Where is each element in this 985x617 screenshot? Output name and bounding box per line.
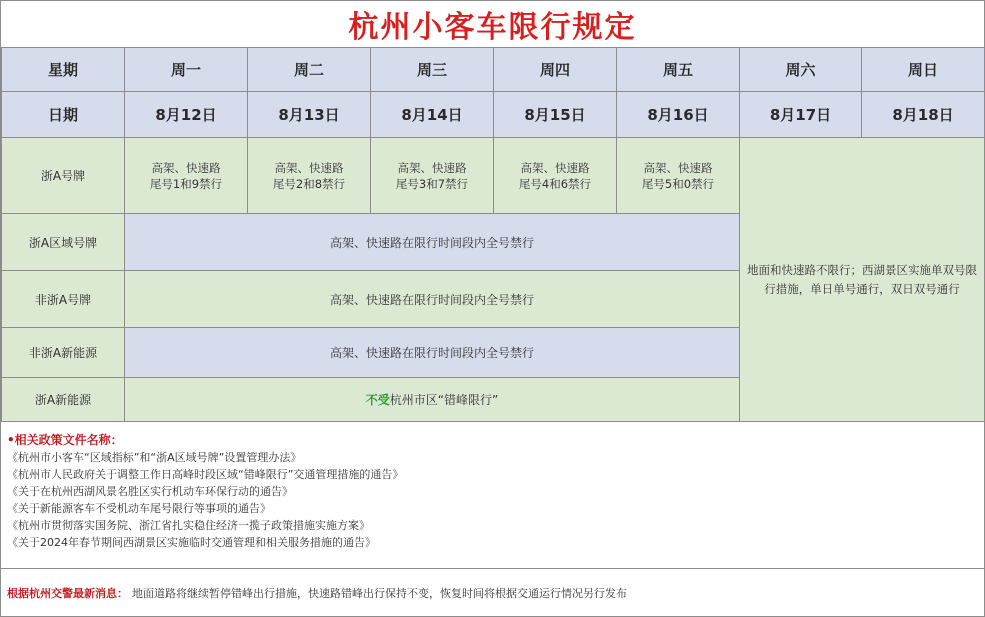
cell-line: 高架、快速路: [520, 160, 590, 175]
date-label: 日期: [2, 92, 125, 138]
cell-line: 尾号4和6禁行: [518, 176, 592, 191]
weekday-row: [2, 48, 985, 92]
cell-zhe-a-nev: [125, 378, 740, 422]
policy-docs-title: •相关政策文件名称：: [7, 433, 123, 447]
weekday-fri: 周五: [617, 48, 740, 92]
policy-doc-item: 《关于新能源客车不受机动车尾号限行等事项的通告》: [7, 502, 271, 515]
cell-non-zhe-a: 高架、快速路在限行时间段内全号禁行: [125, 271, 740, 328]
policy-doc-item: 《关于2024年春节期间西湖景区实施临时交通管理和相关服务措施的通告》: [7, 536, 376, 549]
row-label-zhe-a-region: 浙A区域号牌: [2, 214, 125, 271]
row-label-non-zhe-a: 非浙A号牌: [2, 271, 125, 328]
cell-line: 高架、快速路: [151, 160, 221, 175]
latest-news-label: 根据杭州交警最新消息：: [7, 587, 128, 600]
latest-news-text: 地面道路将继续暂停错峰出行措施，快速路错峰出行保持不变，恢复时间将根据交通运行情况另行发布: [132, 587, 627, 600]
cell-wed-zhe-a: [371, 138, 494, 214]
cell-line: 高架、快速路: [397, 160, 467, 175]
date-sat: 8月17日: [740, 92, 862, 138]
cell-line: 高架、快速路: [274, 160, 344, 175]
date-mon: 8月12日: [125, 92, 248, 138]
exempt-word: 不受: [365, 393, 390, 407]
weekday-sun: 周日: [862, 48, 985, 92]
cell-non-zhe-a-nev: 高架、快速路在限行时间段内全号禁行: [125, 328, 740, 378]
policy-doc-item: 《关于在杭州西湖风景名胜区实行机动车环保行动的通告》: [7, 485, 293, 498]
cell-fri-zhe-a: [617, 138, 740, 214]
date-wed: 8月14日: [371, 92, 494, 138]
cell-zhe-a-region: 高架、快速路在限行时间段内全号禁行: [125, 214, 740, 271]
cell-line: 尾号5和0禁行: [641, 176, 715, 191]
weekday-label: 星期: [2, 48, 125, 92]
policy-doc-item: 《杭州市贯彻落实国务院、浙江省扎实稳住经济一揽子政策措施实施方案》: [7, 519, 370, 532]
cell-line: 尾号3和7禁行: [395, 176, 469, 191]
page-title: 杭州小客车限行规定: [1, 1, 984, 48]
weekday-tue: 周二: [248, 48, 371, 92]
cell-mon-zhe-a: [125, 138, 248, 214]
weekday-mon: 周一: [125, 48, 248, 92]
weekday-sat: 周六: [740, 48, 862, 92]
date-sun: 8月18日: [862, 92, 985, 138]
policy-docs-section: [1, 422, 984, 569]
date-fri: 8月16日: [617, 92, 740, 138]
cell-line: 尾号1和9禁行: [149, 176, 223, 191]
latest-news: [1, 570, 984, 616]
weekday-wed: 周三: [371, 48, 494, 92]
row-zhe-a: [2, 138, 985, 214]
restriction-table: [1, 47, 985, 422]
weekend-note: 地面和快速路不限行；西湖景区实施单双号限行措施，单日单号通行，双日双号通行: [740, 138, 985, 422]
cell-thu-zhe-a: [494, 138, 617, 214]
policy-docs-list: [7, 449, 984, 551]
exempt-rest: 杭州市区“错峰限行”: [389, 393, 499, 407]
cell-line: 尾号2和8禁行: [272, 176, 346, 191]
policy-doc-item: 《杭州市人民政府关于调整工作日高峰时段区域“错峰限行”交通管理措施的通告》: [7, 468, 404, 481]
row-label-zhe-a: 浙A号牌: [2, 138, 125, 214]
date-thu: 8月15日: [494, 92, 617, 138]
date-row: [2, 92, 985, 138]
row-label-zhe-a-nev: 浙A新能源: [2, 378, 125, 422]
weekday-thu: 周四: [494, 48, 617, 92]
row-label-non-zhe-a-nev: 非浙A新能源: [2, 328, 125, 378]
cell-tue-zhe-a: [248, 138, 371, 214]
policy-doc-item: 《杭州市小客车“区域指标”和“浙A区域号牌”设置管理办法》: [7, 451, 302, 464]
date-tue: 8月13日: [248, 92, 371, 138]
cell-line: 高架、快速路: [643, 160, 713, 175]
